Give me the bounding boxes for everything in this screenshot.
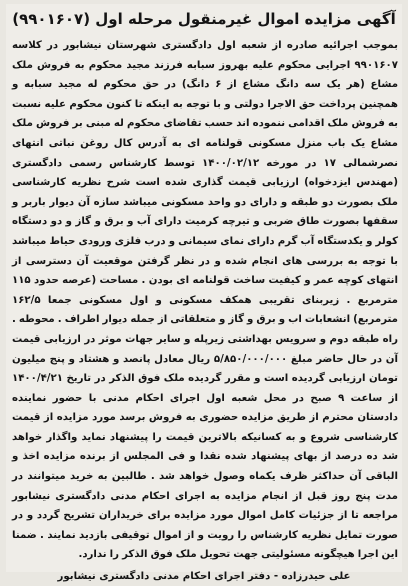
notice-title: آگهی مزایده اموال غیرمنقول مرحله اول (۹۹۰۱۶۰۷) [12, 10, 396, 28]
notice-body: بموجب اجرائیه صادره از شعبه اول دادگستری شهرستان نیشابور در کلاسه ۹۹۰۱۶۰۷ اجرایی محکوم علیه بهروز سبابه فرزند مجید محکوم به فروش ملک مشاع (هر یک سه دانگ مشاع از ۶ دانگ) در حق محکوم له مجید سبابه و همچنین پرداخت حق الاجرا دولتی و با توجه به اینکه تا کنون محکوم علیه نسبت به فروش ملک اقدامی ننموده اند حسب تقاضای محکوم له مبنی بر فروش ملک مشاع یک باب منزل مسکونی قولنامه ای به آدرس کال روغن نباتی انتهای نصرشمالی ۱۷ در مورخه ۱۴۰۰/۰۲/۱۲ توسط کارشناس رسمی دادگستری (مهندس ایزدخواه) ارزیابی قیمت گذاری شده است شرح نظریه کارشناسی ملک بصورت دو طبقه و دارای دو واحد مسکونی میباشد سازه آن دیوار باربر و سقفها بصورت طاق ضربی و تیرچه کرمیت دارای آب و برق و گاز و دو دستگاه کولر و یکدستگاه آب گرم دارای نمای سیمانی و درب فلزی ورودی حیاط میباشد با توجه به بررسی های انجام شده و در نظر گرفتن موقعیت آن دسترسی از انتهای کوچه عمر و کیفیت ساخت قولنامه ای بودن . مساحت (عرصه حدود ۱۱۵ مترمربع . زیربنای تقریبی همکف مسکونی و اول مسکونی جمعا ۱۶۲/۵ مترمربع) انشعابات اب و برق و گاز و متعلقاتی از جمله دیوار اطراف . محوطه . راه طبقه دوم و سرویس بهداشتی زیرپله و سایر جهات موثر در ارزیابی قیمت آن در حال حاضر مبلغ ۵/۸۵۰/۰۰۰/۰۰۰ ریال معادل پانصد و هشتاد و پنج میلیون تومان ارزیابی گردیده است و مقرر گردیده ملک فوق الذکر در تاریخ ۱۴۰۰/۴/۲۱ از ساعت ۹ صبح در محل شعبه اول اجرای احکام مدنی با حضور نماینده دادستان محترم از طریق مزایده حضوری به فروش برسد مورد مزایده از قیمت کارشناسی شروع و به کسانیکه بالاترین قیمت را پیشنهاد نماید واگذار خواهد شد ده درصد از بهای پیشنهاد شده نقدا و فی المجلس از برنده مزایده اخذ و الباقی آن حداکثر ظرف یکماه وصول خواهد شد . طالبین به خرید میتوانند در مدت پنج روز قبل از انجام مزایده به اجرای احکام مدنی دادگستری نیشابور مراجعه تا از جزئیات کامل اموال مورد مزایده برای خریداران تشریح گردد و در صورت تمایل نظریه کارشناس را رویت و از اموال توقیفی بازدید نمایند . ضمنا این اجرا هیچگونه مسئولیتی جهت تحویل ملک فوق الذکر را ندارد. [12, 40, 398, 561]
notice-signature: علی حیدرزاده - دفتر اجرای احکام مدنی دادگستری نیشابور [57, 571, 351, 583]
auction-notice [6, 4, 402, 583]
